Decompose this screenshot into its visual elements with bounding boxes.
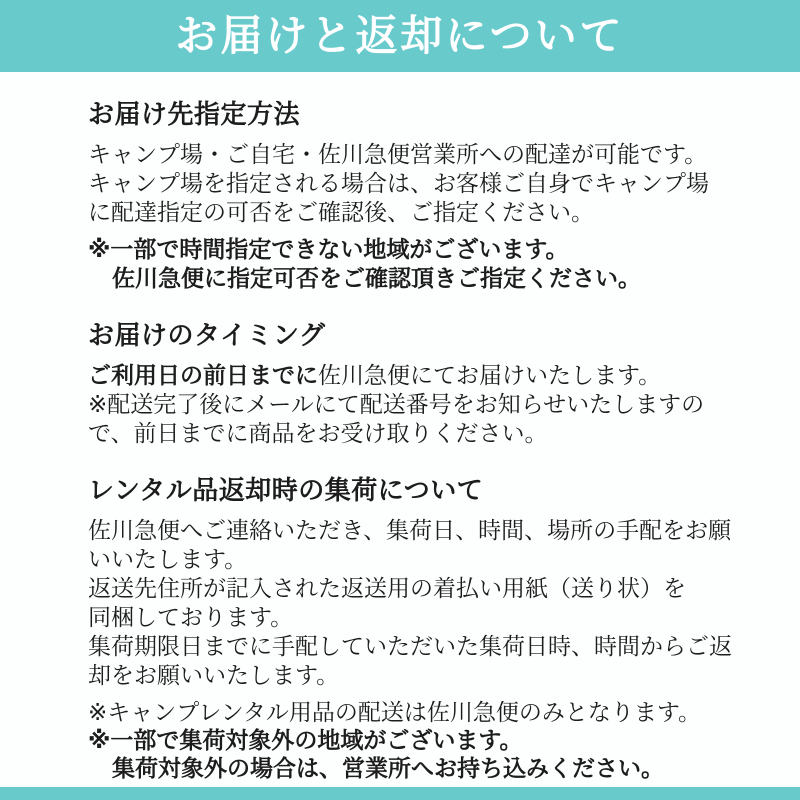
paragraph-line: に配達指定の可否をご確認後、ご指定ください。	[88, 199, 594, 225]
paragraph-line: 集荷期限日までに手配していただいた集荷日時、時間からご返	[88, 633, 732, 659]
section-body	[88, 140, 728, 227]
section-body	[88, 361, 728, 448]
paragraph-line: いいたします。	[88, 546, 248, 572]
emphasis-text: ご利用日の前日までに	[88, 362, 318, 388]
section-body	[88, 516, 732, 690]
note-line: ※配送完了後にメールにて配送番号をお知らせいたしますの	[88, 391, 705, 417]
paragraph-text: 佐川急便にてお届けいたします。	[318, 362, 662, 388]
section-delivery-timing	[88, 319, 728, 448]
paragraph-line: キャンプ場を指定される場合は、お客様ご自身でキャンプ場	[88, 170, 709, 196]
section-return-pickup	[88, 474, 732, 782]
note-line: 佐川急便に指定可否をご確認頂きご指定ください。	[112, 265, 641, 291]
note-line: ※キャンプレンタル用品の配送は佐川急便のみとなります。	[88, 699, 702, 725]
note-line: 集荷対象外の場合は、営業所へお持ち込みください。	[112, 755, 664, 781]
paragraph-line: 佐川急便へご連絡いただき、集荷日、時間、場所の手配をお願	[88, 517, 732, 543]
paragraph-line: 却をお願いいたします。	[88, 662, 340, 688]
notes-block	[88, 390, 728, 448]
paragraph-line	[88, 361, 728, 390]
notes-block	[88, 698, 728, 782]
section-heading: お届け先指定方法	[88, 99, 301, 129]
paragraph-line: 同梱しております。	[88, 604, 294, 630]
page-title: お届けと返却について	[175, 12, 625, 59]
note-line: ※一部で集荷対象外の地域がございます。	[88, 727, 523, 753]
paragraph-line: 返送先住所が記入された返送用の着払い用紙（送り状）を	[88, 575, 686, 601]
note-line: で、前日までに商品をお受け取りください。	[88, 420, 548, 446]
content-area	[0, 72, 800, 782]
notes-block	[88, 235, 728, 293]
section-heading: お届けのタイミング	[88, 320, 326, 350]
section-delivery-destination	[88, 98, 728, 293]
header-banner	[0, 0, 800, 72]
paragraph-line: キャンプ場・ご自宅・佐川急便営業所への配達が可能です。	[88, 141, 708, 167]
footer-accent-bar	[0, 787, 800, 800]
section-heading: レンタル品返却時の集荷について	[88, 475, 484, 505]
note-line: ※一部で時間指定できない地域がございます。	[88, 236, 569, 262]
